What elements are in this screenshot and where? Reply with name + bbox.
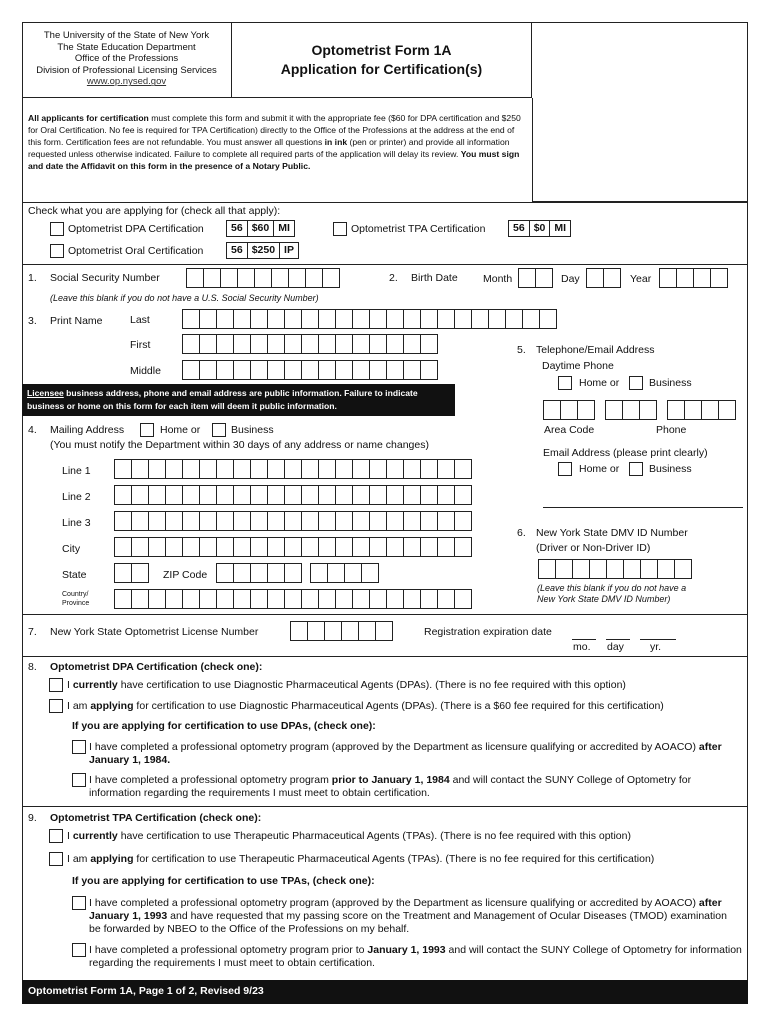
website-link[interactable]: www.op.nysed.gov	[86, 76, 167, 88]
month-label: Month	[483, 273, 513, 285]
dpa-current-checkbox[interactable]	[49, 678, 63, 692]
phone-line-input[interactable]	[667, 400, 735, 420]
last-label: Last	[130, 314, 150, 326]
intro-text-1: must complete this form and submit it with the appropriate fee ($60 for DPA certification and $250 for Oral Certification. No fee is required for TPA Certification) directly to the Office of the Professions at the address at the end of this form. Certification fees are not refundable. You must answer all questions	[28, 113, 521, 148]
first-name-input[interactable]	[182, 334, 437, 354]
q6-note-line1: (Leave this blank if you do not have a	[537, 583, 687, 593]
dpa-label: Optometrist DPA Certification	[68, 223, 204, 235]
country-label	[62, 590, 89, 608]
email-business-checkbox[interactable]	[629, 462, 643, 476]
footer-text: Optometrist Form 1A, Page 1 of 2, Revised 9/23	[28, 985, 264, 997]
dpa-applying-text: I am applying for certification to use Diagnostic Pharmaceutical Agents (DPAs). (There is a $60 fee required for this certification)	[67, 700, 664, 712]
form-subtitle: Application for Certification(s)	[280, 61, 483, 77]
q2-label: Birth Date	[411, 272, 458, 284]
notice-text: business address, phone and email address are public information. Failure to indicate business or home on this form for each item will deem it public information.	[27, 388, 418, 411]
phone-home-label: Home or	[579, 377, 620, 389]
dpa-fee-codes	[226, 220, 294, 237]
dpa-after-1984-text: I have completed a professional optometry program (approved by the Department as licensure qualifying or accredited by AOACO) after January 1, 1984.	[89, 741, 722, 766]
q6-note	[537, 583, 686, 605]
oral-fee: $250	[247, 242, 280, 259]
address-line2-input[interactable]	[114, 485, 471, 505]
q1-label: Social Security Number	[50, 272, 160, 284]
email-label: Email Address (please print clearly)	[543, 447, 708, 459]
dpa-code: 56	[226, 220, 248, 237]
country-input[interactable]	[114, 589, 471, 609]
tpa-prior-1993-checkbox[interactable]	[72, 943, 86, 957]
phone-business-label: Business	[649, 377, 692, 389]
q6-label: New York State DMV ID Number	[536, 527, 688, 539]
public-info-notice	[22, 384, 455, 416]
mailing-business-checkbox[interactable]	[212, 423, 226, 437]
q6-sub: (Driver or Non-Driver ID)	[536, 542, 651, 554]
email-home-checkbox[interactable]	[558, 462, 572, 476]
intro-sign: You must sign and date the Affidavit on this form in the presence of a Notary Public.	[28, 149, 520, 172]
address-line3-input[interactable]	[114, 511, 471, 531]
tpa-fee: $0	[529, 220, 551, 237]
form-title: Optometrist Form 1A	[311, 42, 452, 58]
birth-year-input[interactable]	[659, 268, 727, 288]
dpa-type: MI	[273, 220, 295, 237]
reg-day-line[interactable]	[606, 639, 630, 640]
q4-number: 4.	[28, 424, 37, 436]
reg-year-line[interactable]	[640, 639, 676, 640]
state-label: State	[62, 569, 87, 581]
q4-note: (You must notify the Department within 30 days of any address or name changes)	[50, 439, 429, 451]
oral-label: Optometrist Oral Certification	[68, 245, 204, 257]
q7-label: New York State Optometrist License Number	[50, 626, 259, 638]
email-home-label: Home or	[579, 463, 620, 475]
zip-ext-input[interactable]	[310, 563, 378, 583]
office-use-box	[532, 22, 748, 202]
tpa-applying-text: I am applying for certification to use Therapeutic Pharmaceutical Agents (TPAs). (There is no fee required for this certification)	[67, 853, 655, 865]
dpa-fee: $60	[247, 220, 275, 237]
q1-note: (Leave this blank if you do not have a U.S. Social Security Number)	[50, 293, 319, 303]
q5-number: 5.	[517, 344, 526, 356]
dpa-prior-1984-checkbox[interactable]	[72, 773, 86, 787]
oral-type: IP	[279, 242, 299, 259]
area-code-input[interactable]	[543, 400, 594, 420]
q5-label: Telephone/Email Address	[536, 344, 655, 356]
org-line-4: Division of Professional Licensing Services	[36, 64, 217, 76]
q1-number: 1.	[28, 272, 37, 284]
q8-number: 8.	[28, 661, 37, 673]
mailing-home-checkbox[interactable]	[140, 423, 154, 437]
q3-number: 3.	[28, 315, 37, 327]
q9-title: Optometrist TPA Certification (check one):	[50, 812, 262, 824]
tpa-checkbox[interactable]	[333, 222, 347, 236]
tpa-fee-codes	[508, 220, 570, 237]
line1-label: Line 1	[62, 465, 91, 477]
country-label-line2: Province	[62, 600, 90, 607]
q8-title: Optometrist DPA Certification (check one):	[50, 661, 263, 673]
tpa-current-text: I currently have certification to use Therapeutic Pharmaceutical Agents (TPAs). (There is no fee required with this option)	[67, 830, 631, 842]
year-label: Year	[630, 273, 652, 285]
intro-lead: All applicants for certification	[28, 113, 149, 123]
intro-paragraph	[28, 112, 526, 172]
email-input-line[interactable]	[543, 507, 743, 508]
tpa-code: 56	[508, 220, 530, 237]
last-name-input[interactable]	[182, 309, 556, 329]
zip-input[interactable]	[216, 563, 301, 583]
email-business-label: Business	[649, 463, 692, 475]
page-footer	[22, 980, 748, 1004]
dpa-sub-title: If you are applying for certification to use DPAs, (check one):	[72, 720, 376, 732]
reg-day-label: day	[607, 641, 624, 653]
country-label-line1: Country/	[62, 591, 89, 598]
first-label: First	[130, 339, 151, 351]
zip-label: ZIP Code	[163, 569, 208, 581]
tpa-current-checkbox[interactable]	[49, 829, 63, 843]
middle-label: Middle	[130, 365, 161, 377]
header-agency-block	[22, 22, 232, 98]
phone-label: Phone	[656, 424, 687, 436]
ssn-input[interactable]	[186, 268, 339, 288]
intro-text-2: (pen or printer) and provide all information requested unless otherwise indicated. Failure to complete all required parts of the application will delay its review.	[28, 137, 510, 160]
tpa-label: Optometrist TPA Certification	[351, 223, 486, 235]
birth-day-input[interactable]	[586, 268, 620, 288]
middle-name-input[interactable]	[182, 360, 437, 380]
reg-exp-label: Registration expiration date	[424, 626, 552, 638]
tpa-after-1993-checkbox[interactable]	[72, 896, 86, 910]
city-label: City	[62, 543, 81, 555]
day-label: Day	[561, 273, 580, 285]
dpa-current-text: I currently have certification to use Diagnostic Pharmaceutical Agents (DPAs). (There is no fee required with this option)	[67, 679, 626, 691]
phone-prefix-input[interactable]	[605, 400, 656, 420]
q7-number: 7.	[28, 626, 37, 638]
q4-label: Mailing Address	[50, 424, 125, 436]
tpa-type: MI	[549, 220, 571, 237]
org-line-2: The State Education Department	[57, 41, 196, 53]
applying-prompt: Check what you are applying for (check all that apply):	[28, 205, 281, 217]
tpa-prior-1993-text: I have completed a professional optometry program prior to January 1, 1993 and will contact the SUNY College of Optometry for information regarding the requirements I must meet to obtain certification.	[89, 944, 742, 969]
mailing-home-label: Home or	[160, 424, 201, 436]
reg-yr-label: yr.	[650, 641, 662, 653]
reg-mo-label: mo.	[573, 641, 591, 653]
tpa-applying-checkbox[interactable]	[49, 852, 63, 866]
dpa-prior-1984-text: I have completed a professional optometry program prior to January 1, 1984 and will contact the SUNY College of Optometry for information regarding the requirements I must meet to obtain certification.	[89, 774, 692, 799]
oral-code: 56	[226, 242, 248, 259]
q2-number: 2.	[389, 272, 398, 284]
city-input[interactable]	[114, 537, 471, 557]
dpa-after-1984-checkbox[interactable]	[72, 740, 86, 754]
license-number-input[interactable]	[290, 621, 392, 641]
dpa-applying-checkbox[interactable]	[49, 699, 63, 713]
reg-month-line[interactable]	[572, 639, 596, 640]
tpa-sub-title: If you are applying for certification to use TPAs, (check one):	[72, 875, 375, 887]
notice-licensee: Licensee	[27, 388, 64, 398]
oral-checkbox[interactable]	[50, 244, 64, 258]
birth-month-input[interactable]	[518, 268, 552, 288]
state-input[interactable]	[114, 563, 148, 583]
address-line1-input[interactable]	[114, 459, 471, 479]
dmv-id-input[interactable]	[538, 559, 691, 579]
org-line-3: Office of the Professions	[74, 53, 179, 65]
oral-fee-codes	[226, 242, 298, 259]
org-line-1: The University of the State of New York	[43, 30, 210, 41]
q6-note-line2: New York State DMV ID Number)	[537, 594, 671, 604]
q9-number: 9.	[28, 812, 37, 824]
tpa-after-1993-text: I have completed a professional optometry program (approved by the Department as licensure qualifying or accredited by AOACO) after January 1, 1993 and have requested that my passing score on the Treatment and Management of Ocular Diseases (TMOD) examination be forwarded by NBEO to the Office of the Professions on my behalf.	[89, 897, 727, 935]
intro-in-ink: in ink	[324, 137, 348, 148]
daytime-phone-label: Daytime Phone	[542, 360, 614, 372]
dpa-checkbox[interactable]	[50, 222, 64, 236]
q3-label: Print Name	[50, 315, 103, 327]
line3-label: Line 3	[62, 517, 91, 529]
phone-home-checkbox[interactable]	[558, 376, 572, 390]
area-code-label: Area Code	[544, 424, 595, 436]
mailing-business-label: Business	[231, 424, 274, 436]
header-title-block	[232, 22, 532, 98]
phone-business-checkbox[interactable]	[629, 376, 643, 390]
line2-label: Line 2	[62, 491, 91, 503]
q6-number: 6.	[517, 527, 526, 539]
